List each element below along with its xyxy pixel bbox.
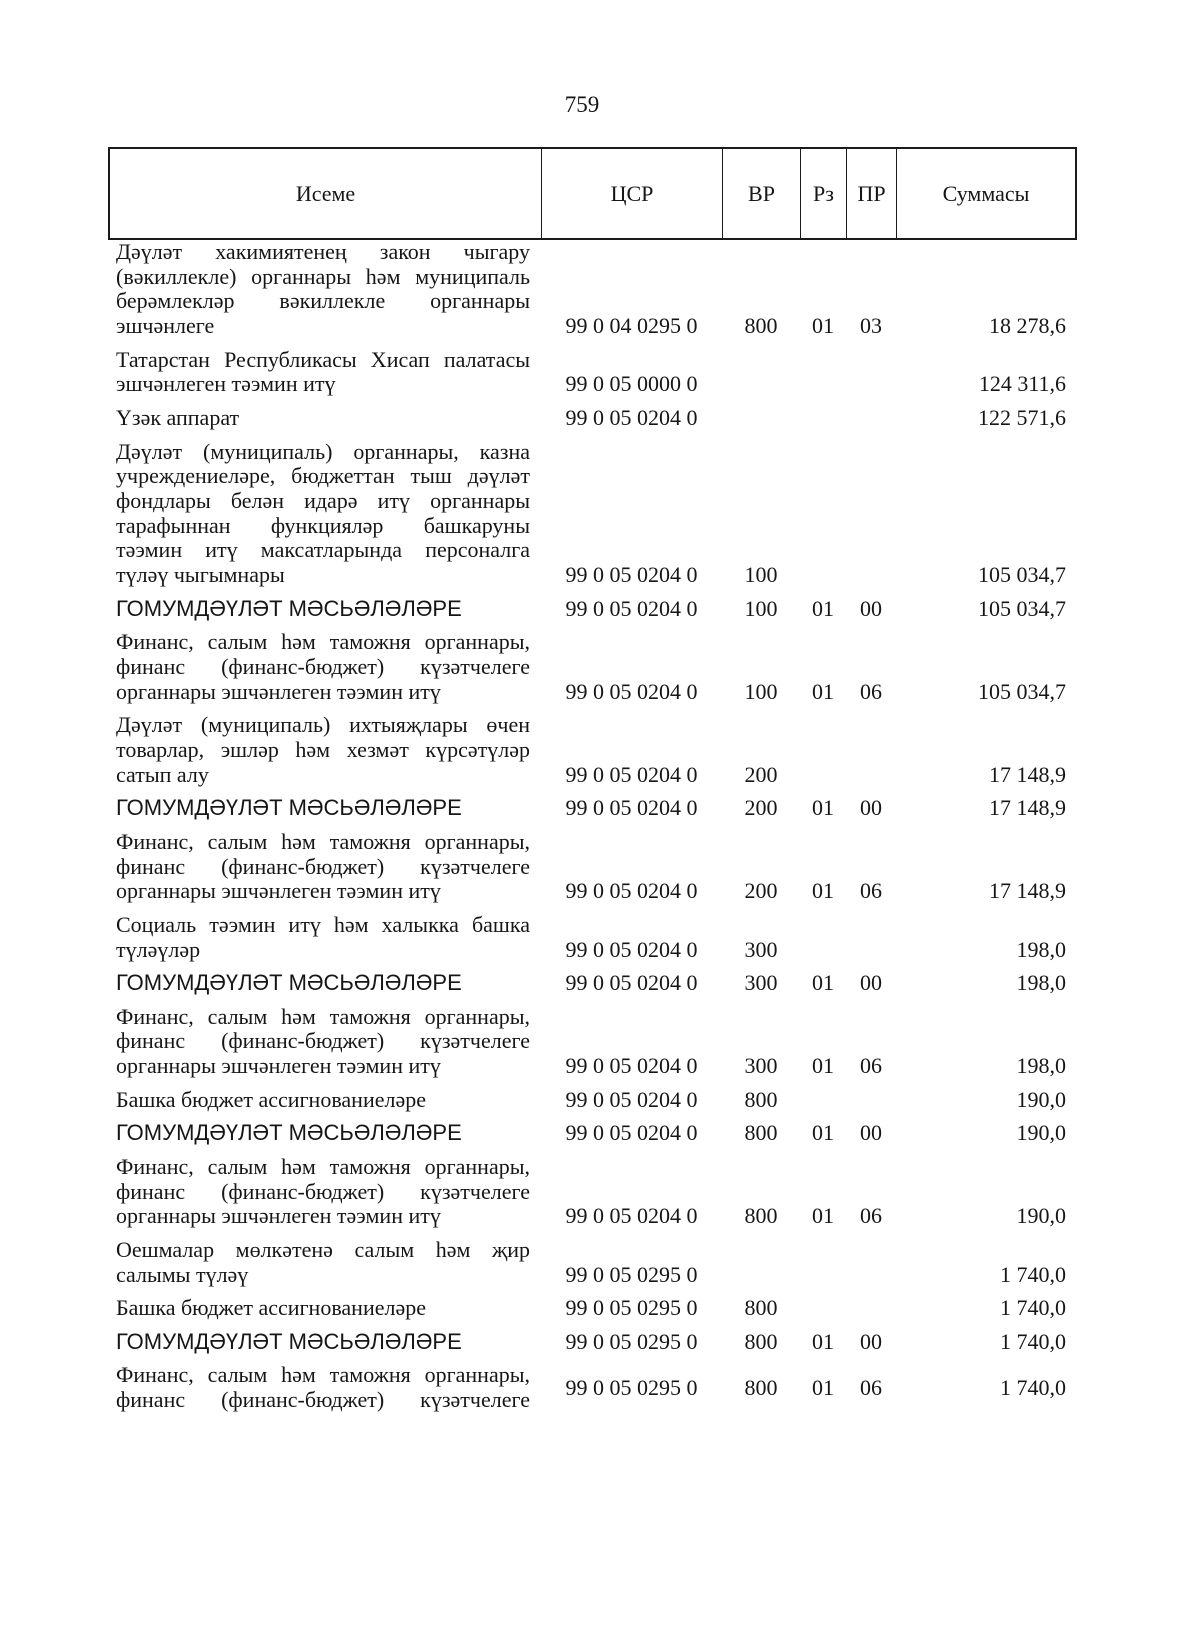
table-row [108,1238,1077,1287]
sum-cell: 105 034,7 [978,562,1066,588]
vr-cell: 800 [744,1374,778,1400]
row-name-line: финанс (финанс-бюджет) күзәтчелеге [116,1387,530,1413]
row-name-line: Дәүләт (муниципаль) ихтыяҗлары өчен [116,712,530,738]
row-name-line: ГОМУМДӘҮЛӘТ МӘСЬӘЛӘЛӘРЕ [116,1328,462,1354]
table-row [108,1121,1077,1146]
csr-cell: 99 0 05 0204 0 [565,1203,698,1229]
vr-cell: 800 [744,1120,778,1146]
table-row [108,597,1077,622]
vr-cell: 800 [744,313,778,339]
row-name-line: финанс (финанс-бюджет) күзәтчелеге [116,853,530,879]
row-name-line: ГОМУМДӘҮЛӘТ МӘСЬӘЛӘЛӘРЕ [116,1120,462,1146]
row-name-line: Социаль тәэмин итү һәм халыкка башка [116,911,530,937]
row-name [108,1005,541,1079]
header-sum: Суммасы [896,149,1075,238]
sum-cell: 198,0 [1016,1053,1066,1079]
header-pr: ПР [846,149,896,238]
sum-cell: 1 740,0 [1000,1295,1066,1321]
table-row [108,913,1077,962]
csr-cell: 99 0 05 0204 0 [565,1120,698,1146]
csr-cell: 99 0 05 0204 0 [565,936,698,962]
pr-cell: 00 [860,795,882,821]
table-row [108,406,1077,431]
row-name-line: Финанс, салым һәм таможня органнары, [116,629,530,655]
table-row [108,796,1077,821]
row-name-line: учреждениеләре, бюджеттан тыш дәүләт [116,463,530,489]
vr-cell: 800 [744,1203,778,1229]
row-name-line: финанс (финанс-бюджет) күзәтчелеге [116,1028,530,1054]
pr-cell: 00 [860,1120,882,1146]
row-name-line: тәэмин итү максатларында персоналга [116,537,530,563]
vr-cell: 200 [744,795,778,821]
csr-cell: 99 0 05 0204 0 [565,970,698,996]
vr-cell: 100 [744,678,778,704]
header-csr: ЦСР [541,149,722,238]
rz-cell: 01 [812,595,834,621]
page-number: 759 [564,92,600,117]
row-name-line: органнары эшчәнлеген тәэмин итү [116,878,441,904]
header-name: Исеме [295,180,356,206]
table-row [108,713,1077,787]
sum-cell: 18 278,6 [989,313,1066,339]
row-name-line: Дәүләт (муниципаль) органнары, казна [116,438,530,464]
row-name-line: ГОМУМДӘҮЛӘТ МӘСЬӘЛӘЛӘРЕ [116,970,462,996]
pr-cell: 06 [860,1203,882,1229]
row-name-line: Финанс, салым һәм таможня органнары, [116,1003,530,1029]
row-name-line: тарафыннан функцияләр башкаруны [116,512,530,538]
row-name [108,597,541,622]
rz-cell: 01 [812,970,834,996]
vr-cell: 800 [744,1328,778,1354]
row-name [108,240,541,339]
csr-cell: 99 0 05 0295 0 [565,1295,698,1321]
sum-cell: 17 148,9 [989,878,1066,904]
sum-cell: 105 034,7 [978,595,1066,621]
row-name-line: (вәкиллекле) органнары һәм муниципаль [116,263,530,289]
rz-cell: 01 [812,678,834,704]
table-row [108,1005,1077,1079]
vr-cell: 300 [744,970,778,996]
row-name-line: органнары эшчәнлеген тәэмин итү [116,1053,441,1079]
sum-cell: 190,0 [1016,1086,1066,1112]
vr-cell: 100 [744,595,778,621]
row-name-line: эшчәнлеге [116,313,215,339]
csr-cell: 99 0 05 0000 0 [565,371,698,397]
row-name-line: Финанс, салым һәм таможня органнары, [116,1153,530,1179]
rz-cell: 01 [812,878,834,904]
pr-cell: 06 [860,878,882,904]
row-name [108,913,541,962]
row-name [108,1121,541,1146]
csr-cell: 99 0 05 0204 0 [565,678,698,704]
vr-cell: 200 [744,761,778,787]
row-name-line: Үзәк аппарат [116,405,240,430]
table-row [108,1330,1077,1355]
sum-cell: 122 571,6 [978,405,1066,430]
rz-cell: 01 [812,1328,834,1354]
row-name [108,348,541,397]
csr-cell: 99 0 05 0204 0 [565,761,698,787]
table-header [108,147,1077,240]
row-name-line: фондлары белән идарә итү органнары [116,488,530,513]
sum-cell: 124 311,6 [978,371,1066,397]
row-name [108,1238,541,1287]
row-name-line: Башка бюджет ассигнованиеләре [116,1086,426,1112]
row-name [108,713,541,787]
row-name [108,630,541,704]
row-name-line: эшчәнлеген тәэмин итү [116,371,336,397]
vr-cell: 800 [744,1295,778,1321]
row-name-line: ГОМУМДӘҮЛӘТ МӘСЬӘЛӘЛӘРЕ [116,795,462,821]
sum-cell: 198,0 [1016,970,1066,996]
row-name-line: Татарстан Республикасы Хисап палатасы [116,346,530,372]
pr-cell: 03 [860,313,882,339]
sum-cell: 1 740,0 [1000,1261,1066,1287]
vr-cell: 100 [744,562,778,588]
sum-cell: 1 740,0 [1000,1374,1066,1400]
row-name-line: салымы түләү [116,1261,249,1287]
header-vr: ВР [722,149,800,238]
rz-cell: 01 [812,1203,834,1229]
vr-cell: 200 [744,878,778,904]
row-name [108,1088,541,1113]
row-name [108,406,541,431]
csr-cell: 99 0 04 0295 0 [565,313,698,339]
sum-cell: 198,0 [1016,936,1066,962]
row-name-line: түләүләр [116,936,201,962]
header-rz: Рз [800,149,846,238]
rz-cell: 01 [812,1053,834,1079]
sum-cell: 1 740,0 [1000,1328,1066,1354]
pr-cell: 00 [860,970,882,996]
row-name-line: түләү чыгымнары [116,562,285,588]
sum-cell: 190,0 [1016,1203,1066,1229]
csr-cell: 99 0 05 0295 0 [565,1261,698,1287]
row-name-line: финанс (финанс-бюджет) күзәтчелеге [116,1178,530,1204]
csr-cell: 99 0 05 0204 0 [565,562,698,588]
table-row [108,1088,1077,1113]
sum-cell: 190,0 [1016,1120,1066,1146]
row-name-line: Дәүләт хакимиятенең закон чыгару [116,239,530,264]
row-name-line: Финанс, салым һәм таможня органнары, [116,828,530,854]
table-row [108,971,1077,996]
sum-cell: 17 148,9 [989,795,1066,821]
row-name-line: сатып алу [116,761,209,787]
sum-cell: 17 148,9 [989,761,1066,787]
csr-cell: 99 0 05 0204 0 [565,1053,698,1079]
vr-cell: 300 [744,936,778,962]
row-name [108,440,541,588]
csr-cell: 99 0 05 0204 0 [565,878,698,904]
row-name [108,1363,541,1412]
row-name-line: финанс (финанс-бюджет) күзәтчелеге [116,654,530,679]
row-name-line: Оешмалар мөлкәтенә салым һәм җир [116,1236,530,1262]
vr-cell: 800 [744,1086,778,1112]
row-name-line: органнары эшчәнлеген тәэмин итү [116,1203,441,1229]
csr-cell: 99 0 05 0204 0 [565,1086,698,1112]
pr-cell: 00 [860,595,882,621]
table-row [108,440,1077,588]
table-row [108,1296,1077,1321]
row-name [108,796,541,821]
rz-cell: 01 [812,313,834,339]
csr-cell: 99 0 05 0295 0 [565,1374,698,1400]
pr-cell: 06 [860,1053,882,1079]
rz-cell: 01 [812,1374,834,1400]
row-name [108,1155,541,1229]
csr-cell: 99 0 05 0204 0 [565,405,698,430]
row-name [108,830,541,904]
table-row [108,1363,1077,1412]
row-name [108,1296,541,1321]
table-row [108,630,1077,704]
row-name-line: Башка бюджет ассигнованиеләре [116,1295,426,1321]
row-name-line: берәмлекләр вәкиллекле органнары [116,288,530,314]
table-row [108,348,1077,397]
rz-cell: 01 [812,795,834,821]
rz-cell: 01 [812,1120,834,1146]
row-name [108,1330,541,1355]
row-name [108,971,541,996]
csr-cell: 99 0 05 0295 0 [565,1328,698,1354]
sum-cell: 105 034,7 [978,678,1066,704]
row-name-line: органнары эшчәнлеген тәэмин итү [116,678,441,704]
table-row [108,240,1077,339]
csr-cell: 99 0 05 0204 0 [565,595,698,621]
pr-cell: 06 [860,1374,882,1400]
row-name-line: товарлар, эшләр һәм хезмәт күрсәтүләр [116,737,530,762]
table-row [108,830,1077,904]
table-body [108,240,1077,1413]
row-name-line: ГОМУМДӘҮЛӘТ МӘСЬӘЛӘЛӘРЕ [116,595,462,621]
vr-cell: 300 [744,1053,778,1079]
row-name-line: Финанс, салым һәм таможня органнары, [116,1362,530,1388]
csr-cell: 99 0 05 0204 0 [565,795,698,821]
pr-cell: 06 [860,678,882,704]
table-row [108,1155,1077,1229]
pr-cell: 00 [860,1328,882,1354]
